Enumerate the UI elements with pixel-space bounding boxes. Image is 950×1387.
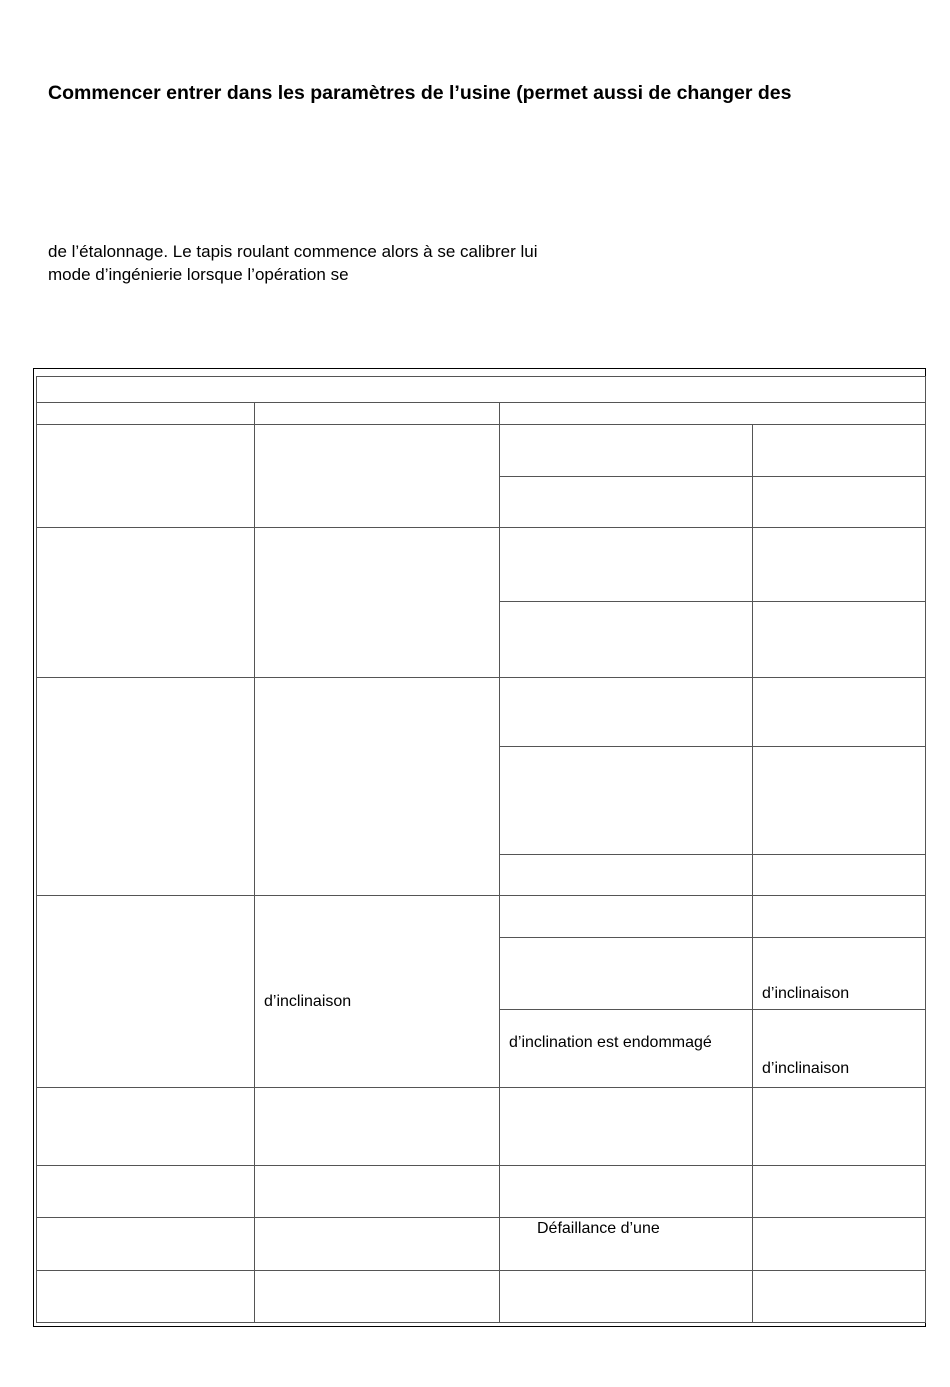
cell-row4-sub3-solution: d’inclinaison	[762, 1060, 850, 1077]
paragraph-line-2: mode d’ingénierie lorsque l’opération se	[48, 265, 349, 284]
section-heading: Commencer entrer dans les paramètres de l’usine (permet aussi de changer des	[48, 82, 792, 104]
cell-row4-sub2-solution: d’inclinaison	[762, 985, 850, 1002]
table-frame	[33, 368, 926, 1327]
cell-row4-cause: d’inclinaison	[264, 993, 352, 1010]
cell-row7-check: Défaillance d’une	[537, 1220, 660, 1237]
cell-row4-sub3-check: d’inclination est endommagé	[509, 1034, 712, 1051]
paragraph-line-1: de l’étalonnage. Le tapis roulant commence alors à se calibrer lui	[48, 242, 538, 261]
